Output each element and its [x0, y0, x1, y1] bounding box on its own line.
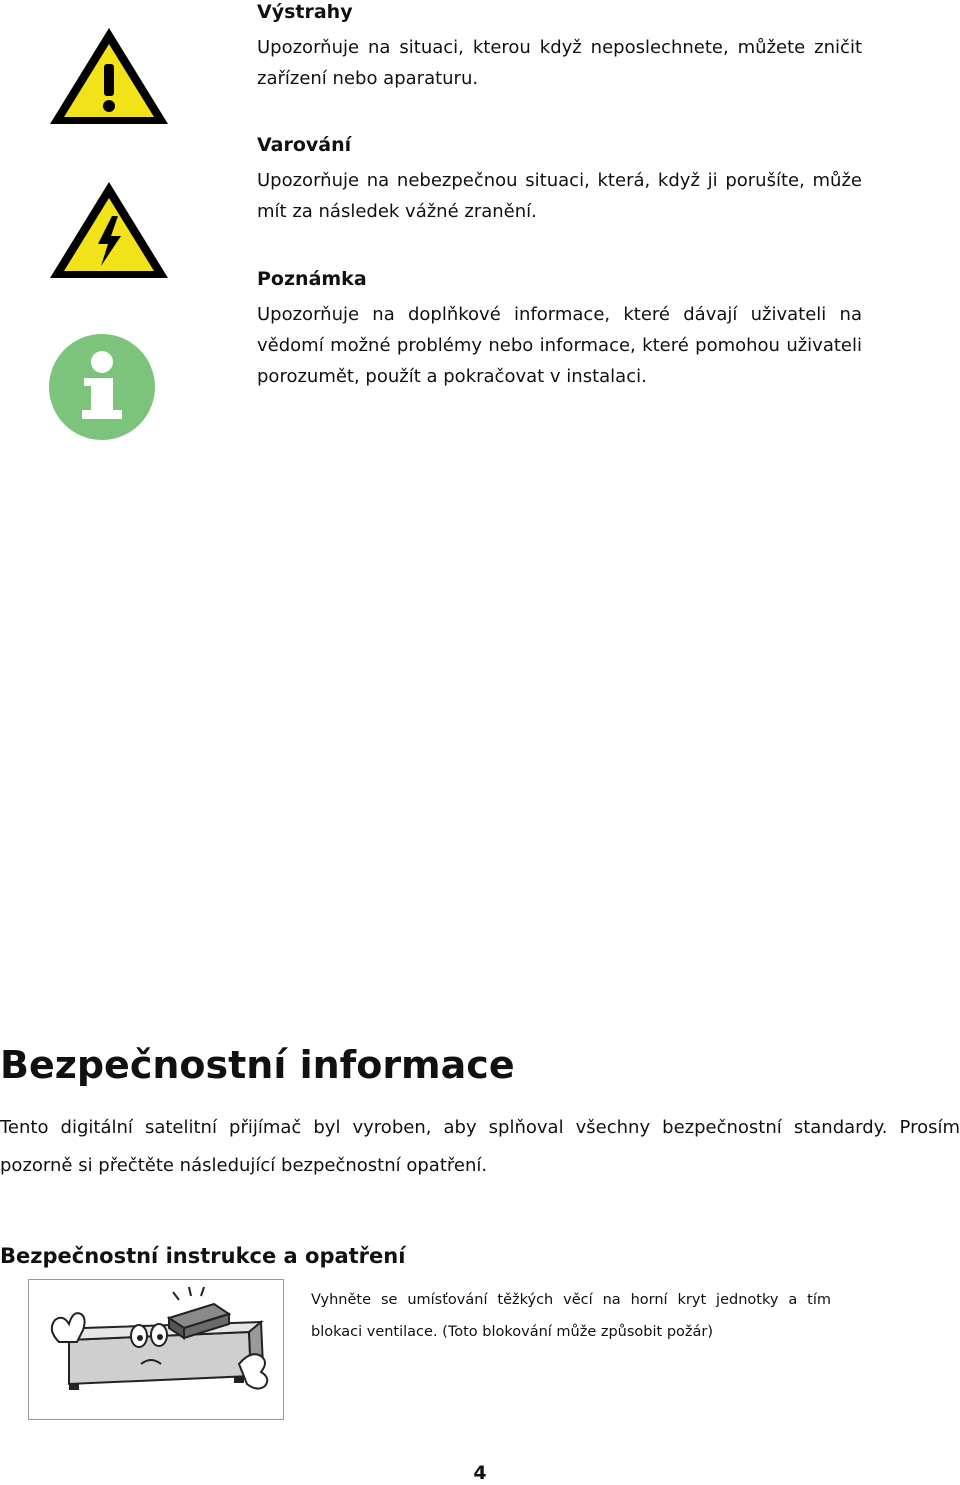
notice-body-warning: Upozorňuje na situaci, kterou když neposlechnete, můžete zničit zařízení nebo aparaturu.	[257, 37, 862, 89]
section-intro: Tento digitální satelitní přijímač byl vyroben, aby splňoval všechny bezpečnostní standardy. Prosím pozorně si přečtěte následující bezpečnostní opatření.	[0, 1117, 960, 1176]
electric-hazard-icon	[46, 178, 172, 282]
notice-title-warning: Výstrahy	[257, 1, 353, 23]
heavy-object-on-receiver-illustration	[28, 1279, 284, 1420]
section-heading: Bezpečnostní informace	[0, 1043, 515, 1087]
instruction-text: Vyhněte se umísťování těžkých věcí na horní kryt jednotky a tím blokaci ventilace. (Toto blokování může způsobit požár)	[311, 1292, 831, 1340]
page-number: 4	[473, 1462, 487, 1484]
notice-body-caution: Upozorňuje na nebezpečnou situaci, která, když ji porušíte, může mít za následek vážné zranění.	[257, 170, 862, 222]
notice-title-caution: Varování	[257, 134, 352, 156]
notice-title-note: Poznámka	[257, 268, 367, 290]
instructions-heading: Bezpečnostní instrukce a opatření	[0, 1244, 406, 1268]
notice-body-note: Upozorňuje na doplňkové informace, které dávají uživateli na vědomí možné problémy nebo informace, které pomohou uživateli porozumět, použít a pokračovat v instalaci.	[257, 304, 862, 387]
info-icon	[46, 334, 158, 440]
warning-exclamation-icon	[46, 24, 172, 128]
